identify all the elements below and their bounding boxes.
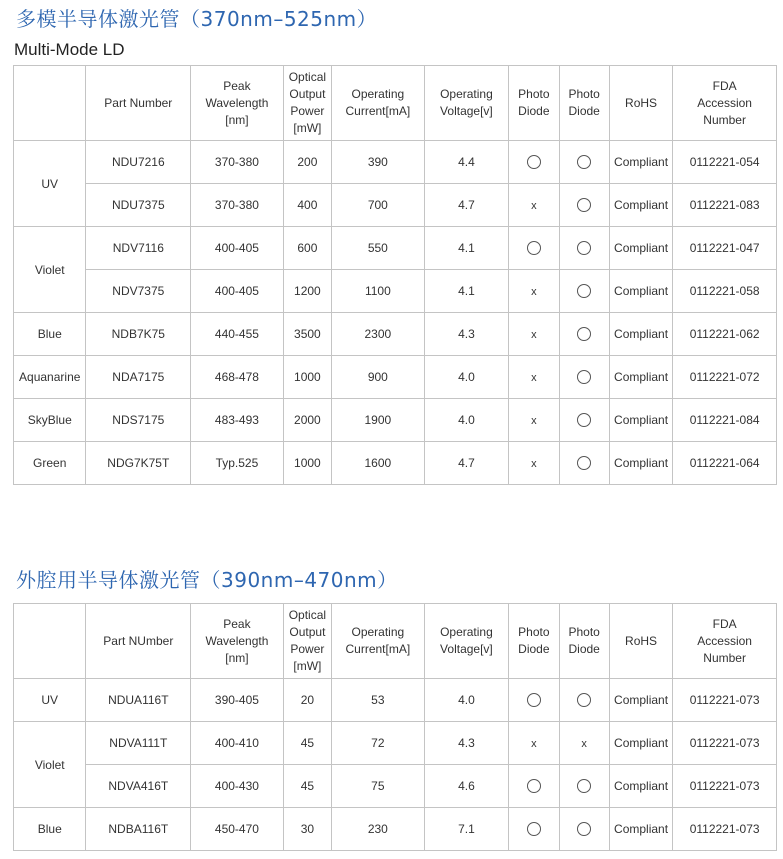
photo-diode-cell: [509, 442, 559, 485]
header-peak-wavelength: [191, 66, 284, 141]
photo-diode-cell: [509, 356, 559, 399]
photo-diode-cell: [559, 141, 609, 184]
cross-mark: x: [531, 200, 537, 212]
table-row: [14, 679, 777, 722]
operating-voltage: 4.4: [424, 141, 509, 184]
header-photo-diode: [559, 66, 609, 141]
header-operating-voltage: [424, 604, 509, 679]
operating-current: 700: [332, 184, 425, 227]
photo-diode-cell: [509, 184, 559, 227]
header-fda-accession-number-line: FDA: [712, 78, 737, 93]
header-fda-accession-number-line: Accession: [697, 633, 752, 648]
circle-icon: [527, 693, 541, 707]
operating-current: 550: [332, 227, 425, 270]
header-peak-wavelength-line: Wavelength: [205, 95, 269, 110]
header-photo-diode-line: Photo: [518, 87, 550, 101]
circle-icon: [527, 241, 541, 255]
output-power: 2000: [283, 399, 331, 442]
fda-accession-number: 0112221-054: [673, 141, 777, 184]
table-row: [14, 399, 777, 442]
table-row: [14, 227, 777, 270]
section-title-multimode: 多模半导体激光管（370nm–525nm）: [16, 7, 378, 31]
table-row: [14, 442, 777, 485]
cross-mark: x: [531, 738, 537, 750]
table-row: [14, 184, 777, 227]
rohs-status: Compliant: [609, 679, 672, 722]
operating-voltage: 4.0: [424, 679, 509, 722]
fda-accession-number: 0112221-083: [673, 184, 777, 227]
header-peak-wavelength: [191, 604, 284, 679]
section-title-external-cavity: 外腔用半导体激光管（390nm–470nm）: [16, 568, 398, 592]
fda-accession-number: 0112221-084: [673, 399, 777, 442]
cross-mark: x: [531, 372, 537, 384]
rohs-status: Compliant: [609, 442, 672, 485]
header-operating-current: [332, 604, 425, 679]
peak-wavelength: 390-405: [191, 679, 284, 722]
header-optical-output-power-line: Power: [290, 104, 325, 118]
circle-icon: [527, 779, 541, 793]
rohs-status: Compliant: [609, 313, 672, 356]
table-header-row: [14, 604, 777, 679]
header-operating-voltage-line: Voltage[v]: [440, 104, 493, 118]
header-photo-diode-line: Diode: [518, 104, 550, 118]
operating-current: 1100: [332, 270, 425, 313]
rohs-status: Compliant: [609, 356, 672, 399]
part-number: NDVA416T: [86, 765, 191, 808]
header-photo-diode-line: Photo: [568, 87, 600, 101]
photo-diode-cell: [559, 679, 609, 722]
header-operating-voltage-line: Voltage[v]: [440, 642, 493, 656]
operating-voltage: 4.0: [424, 399, 509, 442]
header-photo-diode-line: Diode: [568, 104, 600, 118]
category-label: Violet: [14, 227, 86, 313]
header-fda-accession-number-line: Number: [703, 650, 746, 665]
header-part-number: Part NUmber: [86, 604, 191, 679]
circle-icon: [577, 822, 591, 836]
photo-diode-cell: [509, 270, 559, 313]
header-part-number: Part Number: [86, 66, 191, 141]
header-photo-diode: [509, 66, 559, 141]
header-photo-diode-line: Photo: [518, 625, 550, 639]
photo-diode-cell: [509, 399, 559, 442]
output-power: 45: [283, 722, 331, 765]
fda-accession-number: 0112221-073: [673, 765, 777, 808]
header-peak-wavelength-line: Peak: [223, 78, 251, 93]
header-fda-accession-number: [673, 604, 777, 679]
rohs-status: Compliant: [609, 184, 672, 227]
header-fda-accession-number-line: FDA: [712, 616, 737, 631]
header-operating-voltage-line: Operating: [440, 625, 493, 639]
header-optical-output-power-line: Power: [290, 642, 325, 656]
part-number: NDA7175: [86, 356, 191, 399]
operating-current: 390: [332, 141, 425, 184]
peak-wavelength: 440-455: [191, 313, 284, 356]
category-label: SkyBlue: [14, 399, 86, 442]
category-label: Blue: [14, 808, 86, 851]
circle-icon: [577, 327, 591, 341]
photo-diode-cell: [559, 227, 609, 270]
rohs-status: Compliant: [609, 227, 672, 270]
header-peak-wavelength-line: Peak: [223, 616, 251, 631]
photo-diode-cell: [559, 442, 609, 485]
header-rohs: RoHS: [609, 66, 672, 141]
rohs-status: Compliant: [609, 722, 672, 765]
fda-accession-number: 0112221-058: [673, 270, 777, 313]
peak-wavelength: 400-410: [191, 722, 284, 765]
part-number: NDB7K75: [86, 313, 191, 356]
header-operating-current-line: Current[mA]: [345, 642, 411, 656]
operating-voltage: 4.3: [424, 722, 509, 765]
operating-voltage: 4.1: [424, 227, 509, 270]
table-row: [14, 313, 777, 356]
fda-accession-number: 0112221-073: [673, 722, 777, 765]
photo-diode-cell: [509, 765, 559, 808]
rohs-status: Compliant: [609, 141, 672, 184]
header-operating-current-line: Current[mA]: [345, 104, 411, 118]
peak-wavelength: Typ.525: [191, 442, 284, 485]
part-number: NDUA116T: [86, 679, 191, 722]
table-row: [14, 141, 777, 184]
output-power: 600: [283, 227, 331, 270]
output-power: 1200: [283, 270, 331, 313]
header-category: [14, 604, 86, 679]
external-cavity-ld-table: [13, 603, 777, 851]
header-operating-current-line: Operating: [351, 87, 405, 101]
peak-wavelength: 370-380: [191, 141, 284, 184]
header-optical-output-power-line: [mW]: [293, 659, 322, 673]
header-photo-diode: [559, 604, 609, 679]
circle-icon: [577, 241, 591, 255]
operating-voltage: 4.0: [424, 356, 509, 399]
output-power: 400: [283, 184, 331, 227]
photo-diode-cell: [509, 141, 559, 184]
photo-diode-cell: [559, 356, 609, 399]
part-number: NDV7375: [86, 270, 191, 313]
header-category: [14, 66, 86, 141]
subtitle-multi-mode-ld: Multi-Mode LD: [14, 40, 125, 59]
operating-voltage: 4.7: [424, 184, 509, 227]
header-photo-diode: [509, 604, 559, 679]
part-number: NDU7216: [86, 141, 191, 184]
output-power: 30: [283, 808, 331, 851]
peak-wavelength: 400-405: [191, 227, 284, 270]
cross-mark: x: [581, 738, 587, 750]
photo-diode-cell: [509, 722, 559, 765]
part-number: NDBA116T: [86, 808, 191, 851]
cross-mark: x: [531, 458, 537, 470]
fda-accession-number: 0112221-072: [673, 356, 777, 399]
rohs-status: Compliant: [609, 270, 672, 313]
operating-voltage: 7.1: [424, 808, 509, 851]
output-power: 1000: [283, 356, 331, 399]
circle-icon: [577, 155, 591, 169]
header-peak-wavelength-line: [nm]: [225, 112, 249, 127]
part-number: NDV7116: [86, 227, 191, 270]
table-row: [14, 722, 777, 765]
peak-wavelength: 483-493: [191, 399, 284, 442]
category-label: Aquanarine: [14, 356, 86, 399]
rohs-status: Compliant: [609, 808, 672, 851]
table-row: [14, 765, 777, 808]
output-power: 20: [283, 679, 331, 722]
header-operating-voltage: [424, 66, 509, 141]
photo-diode-cell: [509, 227, 559, 270]
operating-current: 230: [332, 808, 425, 851]
peak-wavelength: 400-405: [191, 270, 284, 313]
circle-icon: [577, 284, 591, 298]
category-label: UV: [14, 141, 86, 227]
header-fda-accession-number: [673, 66, 777, 141]
photo-diode-cell: [559, 765, 609, 808]
operating-current: 2300: [332, 313, 425, 356]
peak-wavelength: 468-478: [191, 356, 284, 399]
header-fda-accession-number-line: Accession: [697, 95, 752, 110]
fda-accession-number: 0112221-073: [673, 808, 777, 851]
header-operating-current-line: Operating: [351, 625, 405, 639]
photo-diode-cell: [559, 313, 609, 356]
circle-icon: [577, 198, 591, 212]
cross-mark: x: [531, 329, 537, 341]
output-power: 45: [283, 765, 331, 808]
cross-mark: x: [531, 415, 537, 427]
header-optical-output-power-line: Output: [289, 87, 326, 101]
header-operating-voltage-line: Operating: [440, 87, 493, 101]
photo-diode-cell: [509, 313, 559, 356]
table-row: [14, 270, 777, 313]
header-fda-accession-number-line: Number: [703, 112, 746, 127]
output-power: 200: [283, 141, 331, 184]
category-label: Violet: [14, 722, 86, 808]
operating-voltage: 4.1: [424, 270, 509, 313]
category-label: Blue: [14, 313, 86, 356]
photo-diode-cell: [559, 270, 609, 313]
header-operating-current: [332, 66, 425, 141]
header-optical-output-power-line: [mW]: [293, 121, 322, 135]
photo-diode-cell: [559, 722, 609, 765]
output-power: 1000: [283, 442, 331, 485]
output-power: 3500: [283, 313, 331, 356]
operating-current: 53: [332, 679, 425, 722]
part-number: NDVA111T: [86, 722, 191, 765]
part-number: NDU7375: [86, 184, 191, 227]
rohs-status: Compliant: [609, 399, 672, 442]
header-optical-output-power-line: Optical: [288, 70, 327, 84]
circle-icon: [577, 413, 591, 427]
header-peak-wavelength-line: [nm]: [225, 650, 249, 665]
peak-wavelength: 400-430: [191, 765, 284, 808]
multimode-ld-table: [13, 65, 777, 485]
circle-icon: [577, 779, 591, 793]
peak-wavelength: 370-380: [191, 184, 284, 227]
category-label: Green: [14, 442, 86, 485]
fda-accession-number: 0112221-064: [673, 442, 777, 485]
operating-current: 75: [332, 765, 425, 808]
part-number: NDS7175: [86, 399, 191, 442]
operating-current: 1900: [332, 399, 425, 442]
operating-current: 72: [332, 722, 425, 765]
table-row: [14, 808, 777, 851]
header-optical-output-power-line: Output: [289, 625, 326, 639]
header-optical-output-power: [283, 604, 331, 679]
circle-icon: [527, 822, 541, 836]
fda-accession-number: 0112221-047: [673, 227, 777, 270]
fda-accession-number: 0112221-062: [673, 313, 777, 356]
circle-icon: [527, 155, 541, 169]
rohs-status: Compliant: [609, 765, 672, 808]
operating-voltage: 4.6: [424, 765, 509, 808]
peak-wavelength: 450-470: [191, 808, 284, 851]
table-row: [14, 356, 777, 399]
cross-mark: x: [531, 286, 537, 298]
table-header-row: [14, 66, 777, 141]
circle-icon: [577, 693, 591, 707]
header-rohs: RoHS: [609, 604, 672, 679]
part-number: NDG7K75T: [86, 442, 191, 485]
header-photo-diode-line: Photo: [568, 625, 600, 639]
operating-current: 900: [332, 356, 425, 399]
operating-current: 1600: [332, 442, 425, 485]
header-optical-output-power-line: Optical: [288, 608, 327, 622]
header-optical-output-power: [283, 66, 331, 141]
operating-voltage: 4.7: [424, 442, 509, 485]
header-photo-diode-line: Diode: [568, 642, 600, 656]
header-photo-diode-line: Diode: [518, 642, 550, 656]
photo-diode-cell: [559, 184, 609, 227]
photo-diode-cell: [509, 808, 559, 851]
photo-diode-cell: [559, 808, 609, 851]
photo-diode-cell: [559, 399, 609, 442]
category-label: UV: [14, 679, 86, 722]
circle-icon: [577, 370, 591, 384]
photo-diode-cell: [509, 679, 559, 722]
fda-accession-number: 0112221-073: [673, 679, 777, 722]
header-peak-wavelength-line: Wavelength: [205, 633, 269, 648]
circle-icon: [577, 456, 591, 470]
operating-voltage: 4.3: [424, 313, 509, 356]
